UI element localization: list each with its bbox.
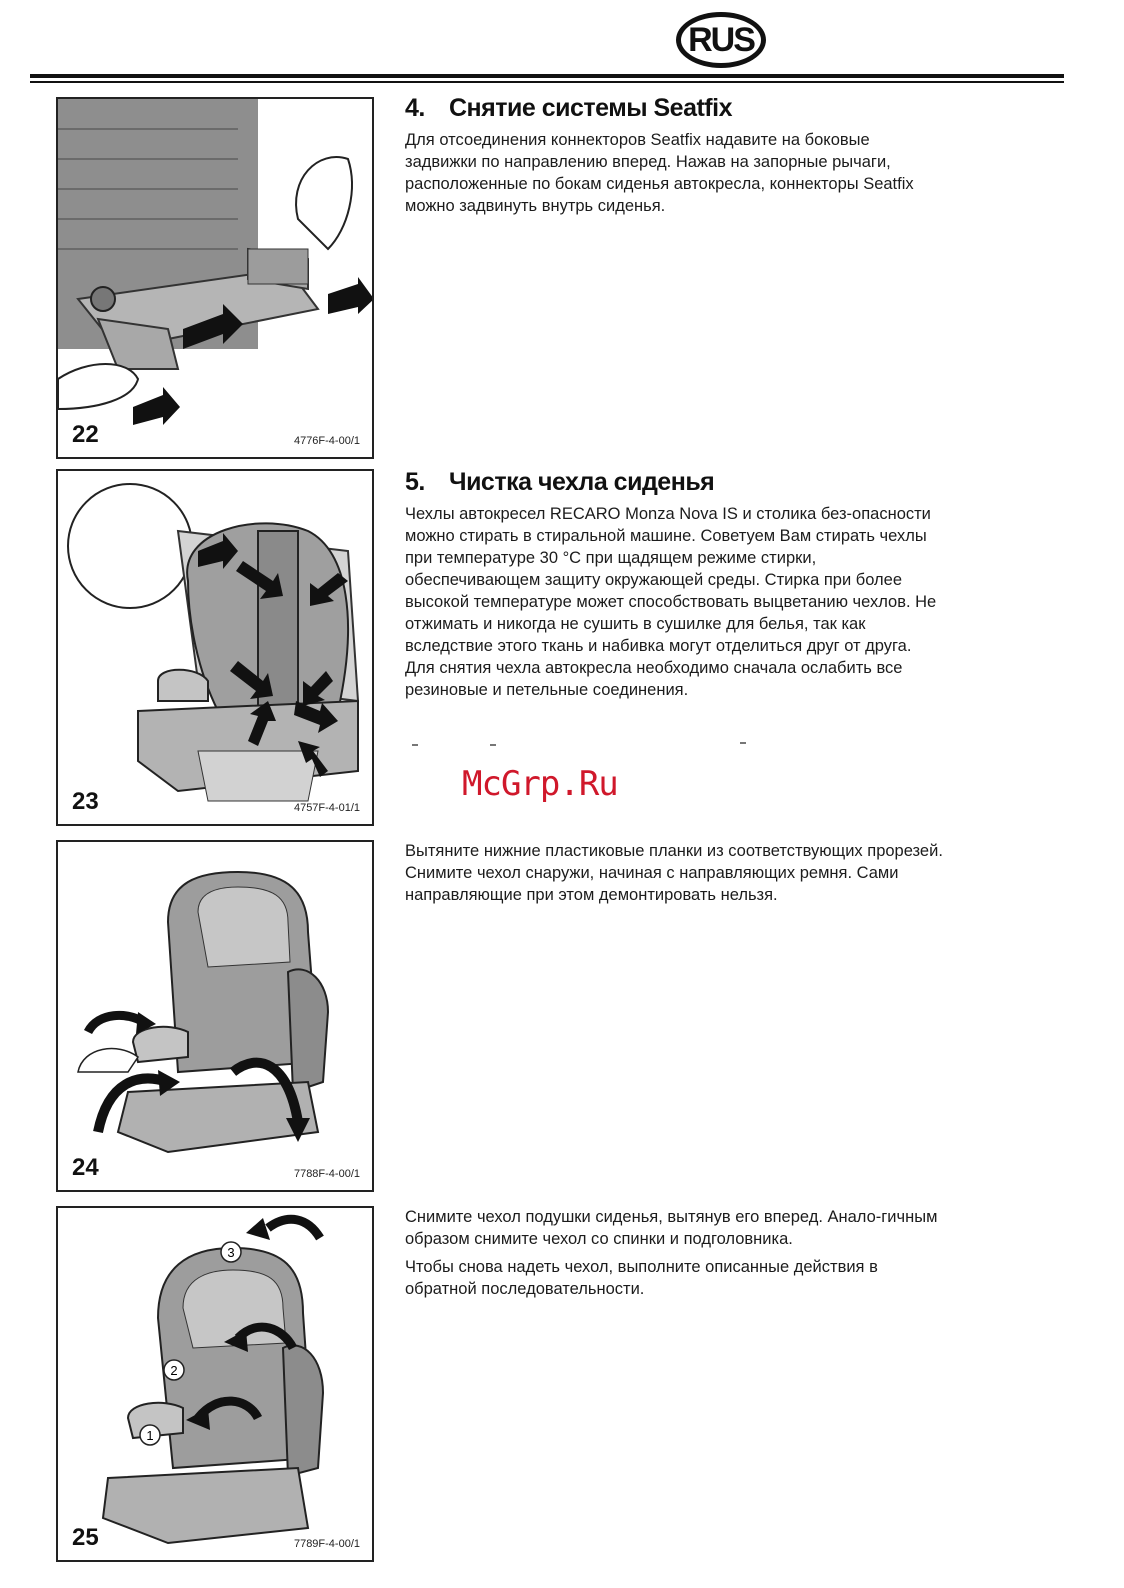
section-paragraph: Вытяните нижние пластиковые планки из соответствующих прорезей. Снимите чехол снаружи, начиная с направляющих ремня. Сами направляющие при этом демонтировать нельзя. (405, 842, 943, 904)
section-paragraph: Для отсоединения коннекторов Seatfix надавите на боковые задвижки по направлению вперед. Нажав на запорные рычаги, расположенные по бокам сиденья автокресла, коннекторы Seatfix можно задвинуть внутрь сиденья. (405, 131, 914, 215)
figure-24-illustration (58, 842, 374, 1192)
figure-code: 4757F-4-01/1 (293, 802, 360, 814)
figure-25 (56, 1206, 374, 1562)
section-title (405, 468, 945, 497)
figure-22-illustration (58, 99, 374, 459)
header-rule-thin (30, 81, 1064, 83)
marker-3: 3 (227, 1245, 235, 1260)
step-remove-strips (405, 840, 945, 906)
marker-1: 1 (146, 1428, 154, 1443)
marker-2: 2 (170, 1363, 178, 1378)
section-4 (405, 94, 945, 217)
section-paragraph: Чехлы автокресел RECARO Monza Nova IS и столика без-опасности можно стирать в стиральной машине. Советуем Вам стирать чехлы при температуре 30 °C при щадящем режиме стирки, обеспечивающем защиту окружающей среды. Стирка при более высокой температуре может способствовать выцветанию чехлов. Не отжимать и никогда не сушить в сушилке для белья, так как вследствие этого ткань и набивка могут отделиться друг от друга. Для снятия чехла автокресла необходимо сначала ослабить все резиновые и петельные соединения. (405, 505, 937, 699)
figure-code: 7788F-4-00/1 (293, 1168, 360, 1180)
figure-code: 7789F-4-00/1 (293, 1538, 360, 1550)
figure-number: 25 (72, 1524, 99, 1551)
figure-22 (56, 97, 374, 459)
figure-24 (56, 840, 374, 1192)
figure-23 (56, 469, 374, 826)
figure-25-illustration (58, 1208, 374, 1562)
scan-artifact (740, 742, 746, 744)
section-title-text: Снятие системы Seatfix (449, 94, 732, 122)
step-remove-cushion-cover (405, 1206, 945, 1300)
section-title-text: Чистка чехла сиденья (449, 468, 715, 496)
section-number: 5. (405, 468, 425, 496)
scan-artifact (412, 744, 418, 746)
scan-artifact (490, 744, 496, 746)
figure-23-illustration (58, 471, 374, 826)
figure-number: 24 (72, 1154, 99, 1181)
watermark: McGrp.Ru (462, 764, 618, 804)
figure-number: 22 (72, 421, 99, 448)
figure-code: 4776F-4-00/1 (293, 435, 360, 447)
figure-number: 23 (72, 788, 99, 815)
section-5 (405, 468, 945, 701)
section-paragraph: Чтобы снова надеть чехол, выполните описанные действия в обратной последовательности. (405, 1258, 878, 1298)
section-paragraph: Снимите чехол подушки сиденья, вытянув его вперед. Анало-гичным образом снимите чехол со спинки и подголовника. (405, 1208, 938, 1248)
header-rule (30, 74, 1064, 78)
language-badge: RUS (676, 12, 766, 68)
section-title (405, 94, 945, 123)
section-number: 4. (405, 94, 425, 122)
